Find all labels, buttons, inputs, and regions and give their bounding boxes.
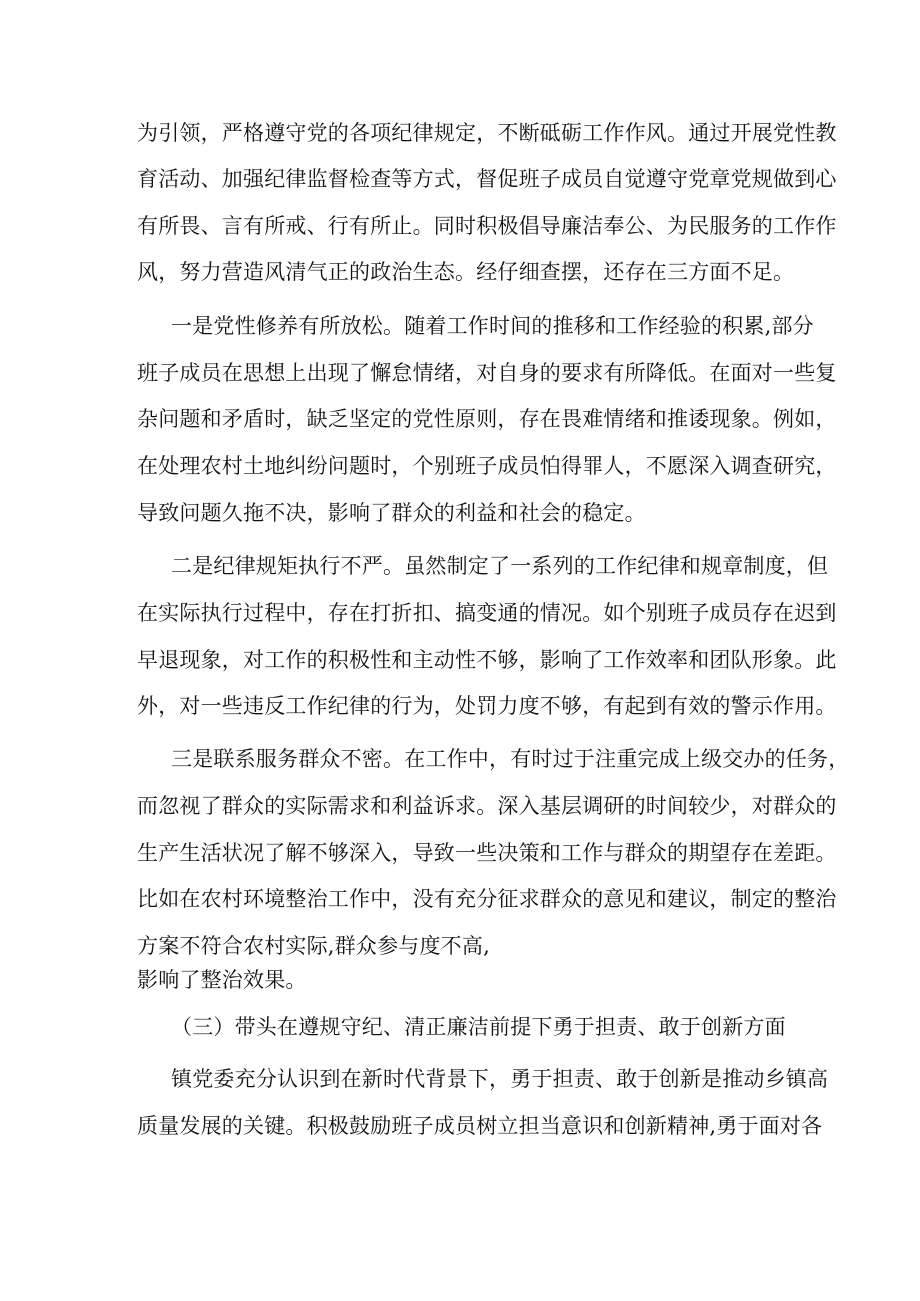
section-heading: （三）带头在遵规守纪、清正廉洁前提下勇于担责、敢于创新方面 (171, 1015, 786, 1039)
text-line: 育活动、加强纪律监督检查等方式，督促班子成员自觉遵守党章党规做到心 (137, 167, 837, 191)
text-line: 方案不符合农村实际,群众参与度不高, (137, 934, 490, 958)
text-line: 在处理农村土地纠纷问题时，个别班子成员怕得罪人，不愿深入调查研究， (137, 454, 837, 478)
text-line: 杂问题和矛盾时，缺乏坚定的党性原则，存在畏难情绪和推诿现象。例如， (137, 407, 837, 431)
paragraph-first-line: 一是党性修养有所放松。随着工作时间的推移和工作经验的积累,部分 (171, 314, 814, 338)
paragraph-first-line: 镇党委充分认识到在新时代背景下，勇于担责、敢于创新是推动乡镇高 (171, 1067, 829, 1091)
text-line: 早退现象，对工作的积极性和主动性不够，影响了工作效率和团队形象。此 (137, 648, 837, 672)
paragraph-first-line: 二是纪律规矩执行不严。虽然制定了一系列的工作纪律和规章制度，但 (171, 554, 829, 578)
text-line: 风，努力营造风清气正的政治生态。经仔细查摆，还存在三方面不足。 (137, 260, 795, 284)
text-line: 班子成员在思想上出现了懈怠情绪，对自身的要求有所降低。在面对一些复 (137, 361, 837, 385)
text-line: 为引领，严格遵守党的各项纪律规定，不断砥砺工作作风。通过开展党性教 (137, 121, 837, 145)
text-line: 影响了整治效果。 (137, 968, 307, 992)
text-line: 而忽视了群众的实际需求和利益诉求。深入基层调研的时间较少，对群众的 (137, 794, 837, 818)
text-line: 比如在农村环境整治工作中，没有充分征求群众的意见和建议，制定的整治 (137, 887, 837, 911)
text-line: 生产生活状况了解不够深入，导致一些决策和工作与群众的期望存在差距。 (137, 841, 837, 865)
text-line: 有所畏、言有所戒、行有所止。同时积极倡导廉洁奉公、为民服务的工作作 (137, 214, 837, 238)
text-line: 在实际执行过程中，存在打折扣、搞变通的情况。如个别班子成员存在迟到 (137, 601, 837, 625)
text-line: 外，对一些违反工作纪律的行为，处罚力度不够，有起到有效的警示作用。 (137, 694, 837, 718)
paragraph-first-line: 三是联系服务群众不密。在工作中，有时过于注重完成上级交办的任务， (171, 747, 850, 771)
text-line: 导致问题久拖不决，影响了群众的利益和社会的稳定。 (137, 501, 646, 525)
text-line: 质量发展的关键。积极鼓励班子成员树立担当意识和创新精神,勇于面对各 (137, 1114, 823, 1138)
